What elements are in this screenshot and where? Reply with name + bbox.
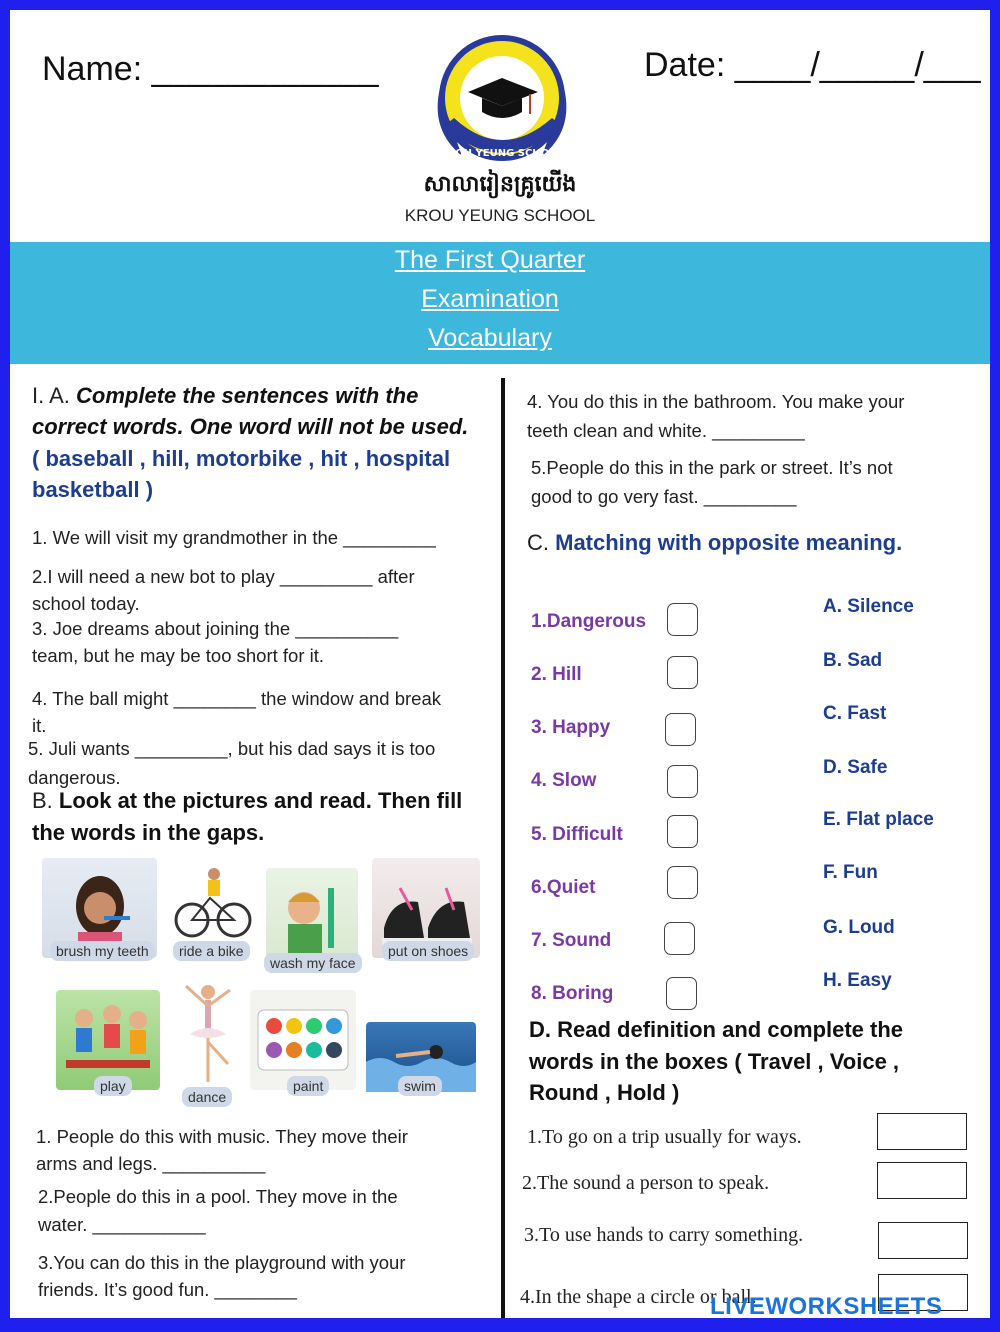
section-a-question-3a: 3. Joe dreams about joining the __________ <box>32 618 399 639</box>
title-banner <box>10 242 990 364</box>
section-a-question-3b: team, but he may be too short for it. <box>32 645 325 666</box>
caption-play: play <box>94 1076 132 1096</box>
children-playing-icon <box>56 990 160 1090</box>
school-name-english: KROU YEUNG SCHOOL <box>404 206 596 225</box>
date-label: Date: ____/_____/___ <box>644 46 981 84</box>
school-logo <box>422 30 582 180</box>
match-answer-box-7[interactable] <box>664 922 695 955</box>
match-right-g: G. Loud <box>823 917 895 938</box>
match-right-h: H. Easy <box>823 970 892 991</box>
match-answer-box-5[interactable] <box>667 815 698 848</box>
liveworksheets-watermark: LIVEWORKSHEETS <box>710 1293 943 1320</box>
match-left-2: 2. Hill <box>531 664 582 685</box>
match-answer-box-1[interactable] <box>667 603 698 636</box>
section-d-title-2: words in the boxes ( Travel , Voice , <box>529 1049 900 1074</box>
caption-swim: swim <box>398 1076 442 1096</box>
match-left-4: 4. Slow <box>531 770 597 791</box>
section-c-label: C. <box>527 530 556 555</box>
section-b-question-2a: 2.People do this in a pool. They move in the <box>38 1186 398 1207</box>
ballerina-icon <box>172 978 244 1090</box>
banner-line-1: The First Quarter <box>394 246 586 274</box>
section-b-question-3b: friends. It’s good fun. ________ <box>38 1279 297 1300</box>
section-b-heading <box>32 787 462 815</box>
banner-line-2: Examination <box>421 285 559 313</box>
name-label: Name: ____________ <box>42 50 379 88</box>
answer-box-travel[interactable] <box>877 1113 967 1150</box>
answer-box-hold[interactable] <box>878 1222 968 1259</box>
section-b-question-3a: 3.You can do this in the playground with your <box>38 1252 406 1273</box>
section-d-title-3: Round , Hold ) <box>529 1080 680 1105</box>
caption-paint: paint <box>287 1076 329 1096</box>
section-b-question-1b: arms and legs. __________ <box>36 1153 266 1174</box>
section-d-question-1: 1.To go on a trip usually for ways. <box>527 1126 802 1148</box>
word-bank-2: basketball ) <box>32 477 154 502</box>
match-left-1: 1.Dangerous <box>531 611 647 632</box>
section-d-question-4: 4.In the shape a circle or ball. <box>520 1286 757 1308</box>
section-b-question-4b: teeth clean and white. _________ <box>527 420 805 441</box>
section-a-question-5b: dangerous. <box>28 767 121 788</box>
match-right-d: D. Safe <box>823 757 888 778</box>
match-answer-box-2[interactable] <box>667 656 698 689</box>
section-b-question-5b: good to go very fast. _________ <box>531 486 797 507</box>
caption-dance: dance <box>182 1087 232 1107</box>
column-divider <box>501 378 505 1318</box>
word-bank-1: ( baseball , hill, motorbike , hit , hospital <box>32 446 451 471</box>
section-a-heading <box>32 382 418 410</box>
match-answer-box-6[interactable] <box>667 866 698 899</box>
match-right-e: E. Flat place <box>823 809 934 830</box>
match-left-7: 7. Sound <box>531 930 612 951</box>
section-d-question-2: 2.The sound a person to speak. <box>522 1172 770 1194</box>
section-b-question-2b: water. ___________ <box>38 1214 206 1235</box>
banner-line-3: Vocabulary <box>428 324 552 352</box>
section-c-heading <box>527 529 902 557</box>
section-b-question-1a: 1. People do this with music. They move their <box>36 1126 408 1147</box>
section-a-question-1: 1. We will visit my grandmother in the _________ <box>32 527 436 548</box>
section-a-question-2a: 2.I will need a new bot to play _________ after <box>32 566 415 587</box>
section-a-instruction-1: Complete the sentences with the <box>76 383 419 408</box>
match-right-a: A. Silence <box>823 596 914 617</box>
section-a-question-4b: it. <box>32 715 47 736</box>
match-left-3: 3. Happy <box>531 717 611 738</box>
match-right-b: B. Sad <box>823 650 883 671</box>
section-d-question-3: 3.To use hands to carry something. <box>524 1224 804 1246</box>
boy-washing-icon <box>266 868 358 963</box>
match-answer-box-4[interactable] <box>667 765 698 798</box>
section-b-instruction-1: Look at the pictures and read. Then fill <box>58 788 463 813</box>
paint-palette-icon <box>250 990 356 1090</box>
match-left-8: 8. Boring <box>531 983 614 1004</box>
match-right-c: C. Fast <box>823 703 887 724</box>
caption-ride-bike: ride a bike <box>173 941 250 961</box>
section-b-question-4a: 4. You do this in the bathroom. You make your <box>527 391 905 412</box>
picture-paint <box>250 990 356 1090</box>
caption-brush-teeth: brush my teeth <box>50 941 155 961</box>
section-a-label: I. A. <box>32 383 77 408</box>
match-left-6: 6.Quiet <box>531 877 596 898</box>
section-b-question-5a: 5.People do this in the park or street. It’s not <box>531 457 893 478</box>
section-b-label: B. <box>32 788 59 813</box>
section-c-title: Matching with opposite meaning. <box>555 530 903 555</box>
picture-wash-face <box>266 868 358 963</box>
section-a-question-2b: school today. <box>32 593 140 614</box>
picture-dance <box>172 978 244 1090</box>
school-name-khmer: សាលារៀនគ្រូយើង <box>423 171 577 196</box>
match-answer-box-8[interactable] <box>666 977 697 1010</box>
picture-play <box>56 990 160 1090</box>
answer-box-voice[interactable] <box>877 1162 967 1199</box>
logo-text: KROU YEUNG SCHOOL <box>439 148 565 159</box>
match-left-5: 5. Difficult <box>531 824 623 845</box>
section-d-title-1: D. Read definition and complete the <box>529 1017 904 1042</box>
section-a-question-4a: 4. The ball might ________ the window and break <box>32 688 441 709</box>
section-b-instruction-2: the words in the gaps. <box>32 820 265 845</box>
match-answer-box-3[interactable] <box>665 713 696 746</box>
section-a-question-5a: 5. Juli wants _________, but his dad says it is too <box>28 738 436 759</box>
caption-wash-face: wash my face <box>264 953 362 973</box>
section-a-instruction-2: correct words. One word will not be used. <box>32 414 469 439</box>
caption-put-on-shoes: put on shoes <box>382 941 474 961</box>
match-right-f: F. Fun <box>823 862 878 883</box>
